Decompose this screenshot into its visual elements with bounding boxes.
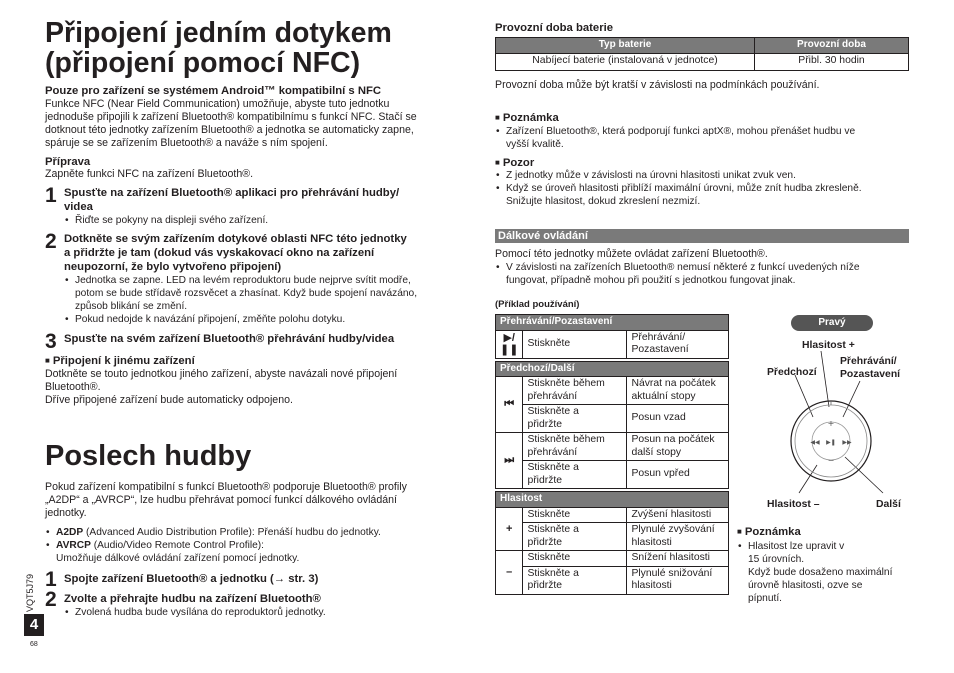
step-line: Dotkněte se svým zařízením dotykové oblasti NFC této jednotky bbox=[64, 233, 407, 245]
profile-desc: Umožňuje dálkové ovládání zařízení pomocí jednotky. bbox=[56, 553, 300, 564]
nfc-line: dotknout této jednotky zařízením Bluetooth® a jednotka se automaticky zapne, bbox=[45, 124, 414, 136]
side-code: VQT5J79 bbox=[25, 573, 35, 612]
step-bullets bbox=[64, 214, 268, 227]
result-cell: Návrat na počátek aktuální stopy bbox=[627, 377, 729, 405]
label-play-pause: Přehrávání/ Pozastavení bbox=[840, 356, 901, 380]
earpiece-diagram bbox=[765, 345, 910, 505]
note1-bullets bbox=[495, 125, 855, 151]
step-text: Spusťte na svém zařízení Bluetooth® přehrávání hudby/videa bbox=[64, 333, 395, 345]
nfc-line: jednoduše připojili k zařízení Bluetooth® kompatibilnímu s funkcí NFC. Stačí se bbox=[45, 111, 417, 123]
action-cell: Stiskněte a přidržte bbox=[523, 405, 627, 433]
music-title: Poslech hudby bbox=[45, 440, 252, 472]
example-label: (Příklad používání) bbox=[495, 299, 580, 310]
bullet-line: • Zařízení Bluetooth®, která podporují funkci aptX®, mohou přenášet hudbu ve bbox=[506, 126, 856, 137]
step-text: Zvolte a přehrajte hudbu na zařízení Bluetooth® bbox=[64, 593, 321, 605]
bullet-item: • Hlasitost lze upravit v 15 úrovních. Když bude dosaženo maximální úrovně hlasitosti, ozve se pípnutí. bbox=[737, 540, 892, 605]
battery-header-time: Provozní doba bbox=[755, 38, 909, 54]
minus-glyph-icon: − bbox=[827, 456, 835, 465]
result-cell: Snížení hlasitosti bbox=[627, 551, 729, 567]
step-line: Spusťte na zařízení Bluetooth® aplikaci pro přehrávání hudby/ bbox=[64, 187, 400, 199]
prep-heading: Příprava bbox=[45, 156, 91, 168]
bullet-item bbox=[495, 261, 860, 287]
label-previous: Předchozí bbox=[767, 367, 817, 378]
music-line: „A2DP“ a „AVRCP“, lze hudbu přehrávat pomocí funkcí dálkového ovládání bbox=[45, 494, 397, 506]
prev-glyph-icon: ◀◀ bbox=[810, 439, 820, 446]
note1-heading-text: Poznámka bbox=[502, 112, 559, 124]
leader-line bbox=[845, 457, 883, 493]
other-line: Dříve připojené zařízení bude automaticky odpojeno. bbox=[45, 394, 293, 406]
section-header: Hlasitost bbox=[496, 492, 729, 508]
page-number: 4 bbox=[24, 614, 44, 636]
battery-cell: Přibl. 30 hodin bbox=[755, 53, 909, 70]
title-line1: Připojení jedním dotykem bbox=[45, 17, 392, 49]
step-number: 1 bbox=[45, 184, 57, 207]
step-number: 2 bbox=[45, 230, 57, 253]
note1-heading bbox=[495, 111, 559, 126]
other-line: Bluetooth®. bbox=[45, 381, 101, 393]
action-cell: Stiskněte bbox=[523, 330, 627, 358]
battery-heading: Provozní doba baterie bbox=[495, 22, 614, 34]
bullet-item: • Pokud nedojde k navázání připojení, změňte polohu dotyku. bbox=[64, 313, 417, 326]
other-device-heading bbox=[45, 354, 195, 369]
label-next: Další bbox=[876, 499, 901, 510]
bullet-line: • Když se úroveň hlasitosti přiblíží maximální úrovni, může znít hudba zkresleně. bbox=[506, 183, 862, 194]
remote-section-bar: Dálkové ovládání bbox=[495, 229, 909, 243]
step-number: 2 bbox=[45, 588, 57, 611]
bullet-item: • Zvolená hudba bude vysílána do reproduktorů jednotky. bbox=[64, 606, 326, 619]
other-heading-text: Připojení k jinému zařízení bbox=[52, 355, 195, 367]
other-device-paragraph bbox=[45, 368, 397, 407]
music-paragraph bbox=[45, 481, 445, 520]
step-line: a přidržte je tam (dokud vás vyskakovací okno na zařízení bbox=[64, 247, 375, 259]
profile-desc: (Audio/Video Remote Control Profile): bbox=[90, 540, 264, 551]
action-cell: Stiskněte během přehrávání bbox=[523, 433, 627, 461]
bullet-line: potom se bude střídavě rozsvěcet a zhasínat. Když bude spojení navázáno, bbox=[75, 288, 418, 299]
nfc-heading: Pouze pro zařízení se systémem Android™ kompatibilní s NFC bbox=[45, 85, 382, 97]
plus-glyph-icon: + bbox=[827, 419, 835, 428]
bullet-line: Snižujte hlasitost, dokud zkreslení nezmizí. bbox=[506, 196, 701, 207]
remote-bullets bbox=[495, 261, 860, 287]
step-text: Spojte zařízení Bluetooth® a jednotku (→ str. 3) bbox=[64, 573, 319, 585]
result-cell: Posun vpřed bbox=[627, 461, 729, 489]
music-line: Pokud zařízení kompatibilní s funkcí Bluetooth® podporuje Bluetooth® profily bbox=[45, 481, 407, 493]
bullet-line: fungovat, případně mohou při použití s jednotkou fungovat jinak. bbox=[506, 275, 796, 286]
music-line: jednotky. bbox=[45, 507, 87, 519]
step-number: 1 bbox=[45, 568, 57, 591]
step-bullets bbox=[64, 274, 417, 326]
label-volume-up: Hlasitost + bbox=[802, 340, 855, 351]
action-cell: Stiskněte a přidržte bbox=[523, 523, 627, 551]
action-cell: Stiskněte a přidržte bbox=[523, 566, 627, 594]
result-cell: Přehrávání/ Pozastavení bbox=[627, 330, 729, 358]
result-cell: Plynulé snižování hlasitosti bbox=[627, 566, 729, 594]
profile-desc: (Advanced Audio Distribution Profile): Přenáší hudbu do jednotky. bbox=[83, 527, 381, 538]
section-header: Předchozí/Další bbox=[496, 361, 729, 377]
battery-table bbox=[495, 37, 909, 71]
nfc-line: Funkce NFC (Near Field Communication) umožňuje, abyste tuto jednotku bbox=[45, 98, 390, 110]
result-cell: Posun vzad bbox=[627, 405, 729, 433]
volume-down-icon: – bbox=[496, 551, 523, 595]
action-cell: Stiskněte bbox=[523, 507, 627, 523]
profile-avrcp bbox=[45, 539, 381, 565]
battery-header-type: Typ baterie bbox=[496, 38, 755, 54]
note2-heading-text: Poznámka bbox=[744, 526, 801, 538]
nfc-paragraph bbox=[45, 98, 445, 150]
result-cell: Plynulé zvyšování hlasitosti bbox=[627, 523, 729, 551]
note2-bullets bbox=[737, 540, 892, 605]
step-text bbox=[64, 186, 399, 214]
profile-a2dp bbox=[45, 526, 381, 539]
action-cell: Stiskněte bbox=[523, 551, 627, 567]
other-line: Dotkněte se touto jednotkou jiného zařízení, abyste navázali nové připojení bbox=[45, 368, 398, 380]
previous-icon: ⏮ bbox=[496, 377, 523, 433]
leader-line bbox=[821, 351, 829, 407]
warning-bullets bbox=[495, 169, 862, 208]
bullet-item: • Řiďte se pokyny na displeji svého zařízení. bbox=[64, 214, 268, 227]
label-volume-down: Hlasitost – bbox=[767, 499, 820, 510]
prep-text: Zapněte funkci NFC na zařízení Bluetooth®. bbox=[45, 168, 254, 180]
bullet-line: způsob blikání se změní. bbox=[75, 301, 188, 312]
bullet-item bbox=[495, 125, 855, 151]
page-small: 68 bbox=[30, 641, 38, 648]
play-glyph-icon: ▶❚ bbox=[826, 439, 836, 446]
note2-heading bbox=[737, 525, 801, 540]
warning-heading-text: Pozor bbox=[502, 157, 535, 169]
nfc-line: spáruje se se zařízením Bluetooth® a naváže s ním spojení. bbox=[45, 137, 328, 149]
bullet-item bbox=[64, 274, 417, 313]
step-line: videa bbox=[64, 201, 93, 213]
control-table bbox=[495, 314, 729, 595]
section-header: Přehrávání/Pozastavení bbox=[496, 315, 729, 331]
result-cell: Posun na počátek další stopy bbox=[627, 433, 729, 461]
remote-text: Pomocí této jednotky můžete ovládat zařízení Bluetooth®. bbox=[495, 248, 768, 260]
step-line: neupozorní, že bylo vytvořeno připojení) bbox=[64, 261, 282, 273]
play-pause-icon: ▶/❚❚ bbox=[496, 330, 523, 358]
bullet-line: vyšší kvalitě. bbox=[506, 139, 564, 150]
step-text bbox=[64, 232, 407, 274]
action-cell: Stiskněte a přidržte bbox=[523, 461, 627, 489]
right-badge: Pravý bbox=[791, 315, 873, 331]
profile-name: A2DP bbox=[56, 527, 84, 538]
bullet-line: • V závislosti na zařízeních Bluetooth® nemusí některé z funkcí uvedených níže bbox=[506, 262, 860, 273]
bullet-item: • Z jednotky může v závislosti na úrovni hlasitosti unikat zvuk ven. bbox=[495, 169, 862, 182]
battery-note: Provozní doba může být kratší v závislosti na podmínkách používání. bbox=[495, 79, 820, 91]
bullet-item bbox=[495, 182, 862, 208]
bullet-line: • Jednotka se zapne. LED na levém reproduktoru bude nejprve svítit modře, bbox=[75, 275, 411, 286]
next-glyph-icon: ▶▶ bbox=[842, 439, 852, 446]
next-icon: ⏭ bbox=[496, 433, 523, 489]
nfc-title bbox=[45, 18, 392, 78]
action-cell: Stiskněte během přehrávání bbox=[523, 377, 627, 405]
profile-list bbox=[45, 526, 381, 565]
battery-cell: Nabíjecí baterie (instalovaná v jednotce) bbox=[496, 53, 755, 70]
step-number: 3 bbox=[45, 330, 57, 353]
title-line2: (připojení pomocí NFC) bbox=[45, 47, 361, 79]
profile-name: AVRCP bbox=[56, 540, 91, 551]
step-bullets bbox=[64, 606, 326, 619]
volume-up-icon: + bbox=[496, 507, 523, 551]
result-cell: Zvýšení hlasitosti bbox=[627, 507, 729, 523]
